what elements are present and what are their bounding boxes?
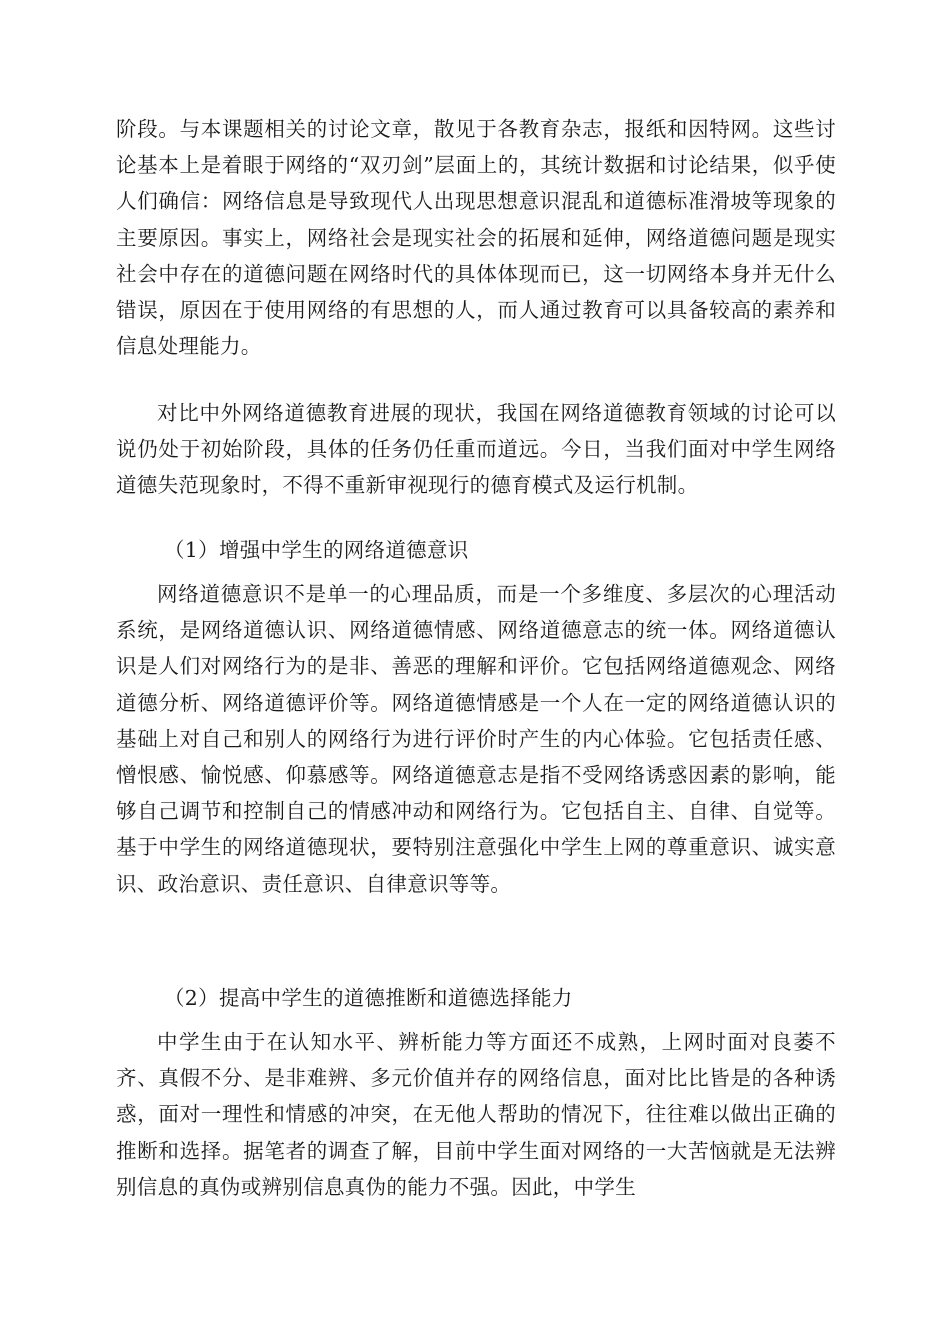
paragraph-1: 阶段。与本课题相关的讨论文章，散见于各教育杂志，报纸和因特网。这些讨论基本上是着眼于网络的“双刃剑”层面上的，其统计数据和讨论结果，似乎使人们确信：网络信息是导致现代人出现思想意识混乱和道德标准滑坡等现象的主要原因。事实上，网络社会是现实社会的拓展和延伸，网络道德问题是现实社会中存在的道德问题在网络时代的具体体现而已，这一切网络本身并无什么错误，原因在于使用网络的有思想的人，而人通过教育可以具备较高的素养和信息处理能力。 <box>116 117 836 359</box>
paragraph-4: 中学生由于在认知水平、辨析能力等方面还不成熟，上网时面对良萎不齐、真假不分、是非难辨、多元价值并存的网络信息，面对比比皆是的各种诱惑，面对一理性和情感的冲突，在无他人帮助的情况下，往往难以做出正确的推断和选择。据笔者的调查了解，目前中学生面对网络的一大苦恼就是无法辨别信息的真伪或辨别信息真伪的能力不强。因此，中学生 <box>116 1030 836 1199</box>
section-heading-1: （1）增强中学生的网络道德意识 <box>164 538 469 562</box>
paragraph-2: 对比中外网络道德教育进展的现状，我国在网络道德教育领域的讨论可以说仍处于初始阶段，具体的任务仍任重而道远。今日，当我们面对中学生网络道德失范现象时，不得不重新审视现行的德育模式及运行机制。 <box>116 401 836 498</box>
section-heading-2: （2）提高中学生的道德推断和道德选择能力 <box>164 986 573 1010</box>
paragraph-3: 网络道德意识不是单一的心理品质，而是一个多维度、多层次的心理活动系统，是网络道德认识、网络道德情感、网络道德意志的统一体。网络道德认识是人们对网络行为的是非、善恶的理解和评价。它包括网络道德观念、网络道德分析、网络道德评价等。网络道德情感是一个人在一定的网络道德认识的基础上对自己和别人的网络行为进行评价时产生的内心体验。它包括责任感、憎恨感、愉悦感、仰慕感等。网络道德意志是指不受网络诱惑因素的影响，能够自己调节和控制自己的情感冲动和网络行为。它包括自主、自律、自觉等。基于中学生的网络道德现状，要特别注意强化中学生上网的尊重意识、诚实意识、政治意识、责任意识、自律意识等等。 <box>116 582 836 896</box>
